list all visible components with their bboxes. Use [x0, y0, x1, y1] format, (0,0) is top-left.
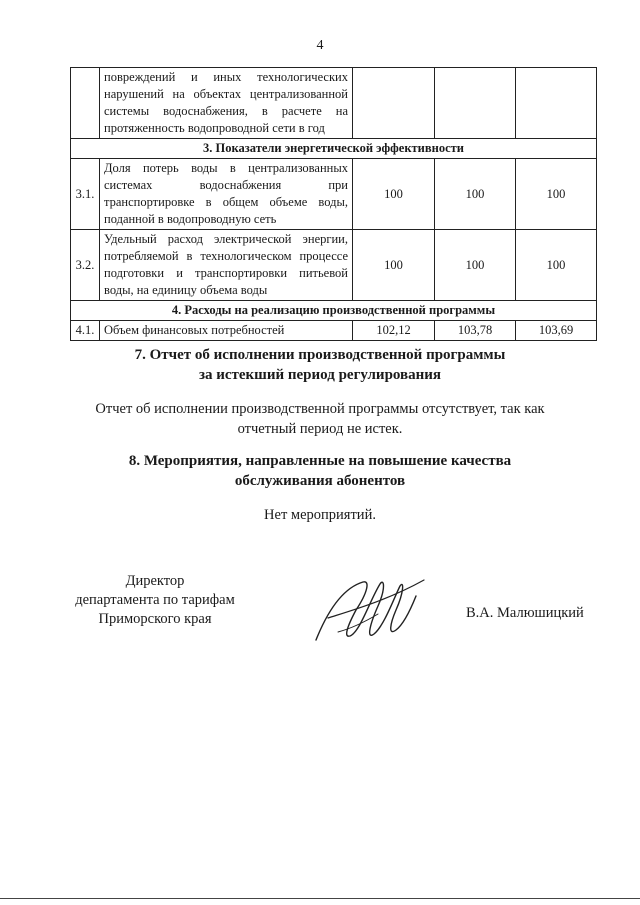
- value-cell-2: 103,78: [435, 321, 516, 341]
- value-cell-3: 100: [516, 159, 597, 230]
- value-cell-1: [353, 68, 435, 139]
- signatory-title-line3: Приморского края: [98, 611, 212, 627]
- page-number: 4: [316, 38, 324, 53]
- section7-text-line2: отчетный период не истек.: [237, 421, 403, 437]
- signatory-title: [55, 572, 255, 629]
- section7-text-line1: Отчет об исполнении производственной программы отсутствует, так как: [95, 401, 545, 417]
- indicators-table: [70, 67, 597, 341]
- section7-text: [0, 399, 640, 439]
- row-number-cell: 3.2.: [71, 230, 100, 301]
- indicator-name-cell: повреждений и иных технологических нарушений на объектах централизованной системы водоснабжения, в расчете на протяженность водопроводной сети в год: [100, 68, 353, 139]
- section-title-cell: 3. Показатели энергетической эффективности: [71, 139, 597, 159]
- row-number-cell: 3.1.: [71, 159, 100, 230]
- table-section-row: [71, 139, 597, 159]
- signatory-title-line2: департамента по тарифам: [75, 592, 235, 608]
- indicator-name-cell: Доля потерь воды в централизованных системах водоснабжения при транспортировке в общем объеме воды, поданной в водопроводную сеть: [100, 159, 353, 230]
- section8-heading: [0, 451, 640, 491]
- indicator-name-cell: Объем финансовых потребностей: [100, 321, 353, 341]
- value-cell-1: 100: [353, 159, 435, 230]
- table-row: [71, 159, 597, 230]
- value-cell-3: 103,69: [516, 321, 597, 341]
- value-cell-3: [516, 68, 597, 139]
- page-bottom-line: [0, 898, 640, 899]
- handwritten-signature: [308, 570, 428, 650]
- value-cell-1: 102,12: [353, 321, 435, 341]
- section8-heading-line1: 8. Мероприятия, направленные на повышение качества: [128, 453, 512, 469]
- table-row: [71, 230, 597, 301]
- section7-heading: [0, 345, 640, 385]
- section7-heading-line1: 7. Отчет об исполнении производственной программы: [134, 347, 506, 363]
- table-row: [71, 68, 597, 139]
- section8-heading-line2: обслуживания абонентов: [234, 473, 406, 489]
- value-cell-2: 100: [435, 159, 516, 230]
- value-cell-1: 100: [353, 230, 435, 301]
- section7-heading-line2: за истекший период регулирования: [198, 367, 442, 383]
- indicator-name-cell: Удельный расход электрической энергии, потребляемой в технологическом процессе подготовки и транспортировки питьевой воды, на единицу объема воды: [100, 230, 353, 301]
- table-section-row: [71, 301, 597, 321]
- table-row: [71, 321, 597, 341]
- value-cell-3: 100: [516, 230, 597, 301]
- section8-text: Нет мероприятий.: [264, 507, 376, 523]
- row-number-cell: 4.1.: [71, 321, 100, 341]
- row-number-cell: [71, 68, 100, 139]
- value-cell-2: 100: [435, 230, 516, 301]
- signatory-name: В.А. Малюшицкий: [466, 605, 584, 621]
- signatory-title-line1: Директор: [125, 573, 185, 589]
- section-title-cell: 4. Расходы на реализацию производственной программы: [71, 301, 597, 321]
- value-cell-2: [435, 68, 516, 139]
